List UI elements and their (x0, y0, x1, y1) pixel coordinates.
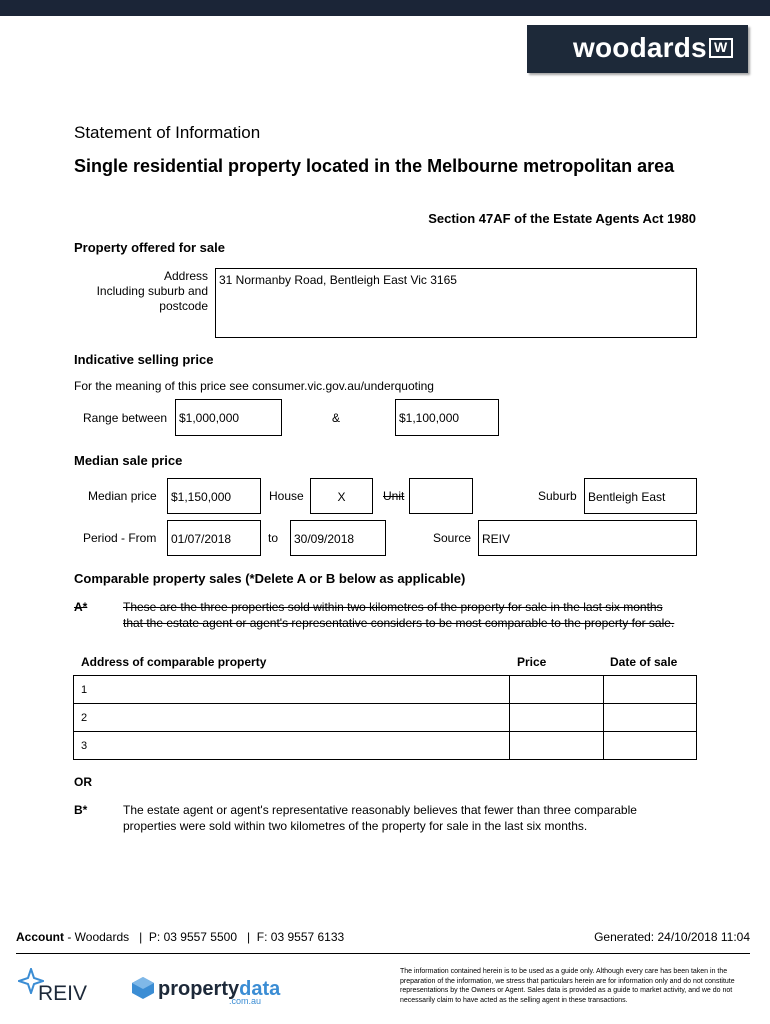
section-reference: Section 47AF of the Estate Agents Act 1980 (428, 211, 696, 226)
underquoting-note: For the meaning of this price see consumer.vic.gov.au/underquoting (74, 379, 434, 393)
suburb-field[interactable]: Bentleigh East (584, 478, 697, 514)
option-a-label: A* (74, 600, 88, 614)
house-label: House (269, 489, 304, 503)
period-from-field[interactable]: 01/07/2018 (167, 520, 261, 556)
row-date-cell[interactable] (604, 732, 697, 760)
logo-text: woodards (573, 32, 707, 63)
reiv-logo: REIV (16, 968, 96, 1006)
period-to-field[interactable]: 30/09/2018 (290, 520, 386, 556)
comparable-table (73, 675, 697, 760)
address-field[interactable]: 31 Normanby Road, Bentleigh East Vic 3165 (215, 268, 697, 338)
house-field[interactable]: X (310, 478, 373, 514)
col-price-header: Price (517, 655, 547, 669)
range-ampersand: & (332, 411, 341, 425)
or-label: OR (74, 775, 92, 789)
disclaimer: The information contained herein is to be used as a guide only. Although every care has been taken in the preparation of the information, we stress that particulars herein are for information only and do not constitute representations by the Owners or Agent. Sales data is provided as a guide to market activity, and we do not necessarily claim to have acted as the selling agent in these transactions. (400, 968, 735, 1004)
option-a-text: These are the three properties sold within two kilometres of the property for sale in the last six months that the estate agent or agent's representative considers to be most comparable to the property for sale. (123, 600, 675, 630)
row-date-cell[interactable] (604, 676, 697, 704)
comparable-heading: Comparable property sales (*Delete A or B below as applicable) (74, 571, 466, 586)
period-label: Period - From (83, 531, 157, 545)
propertydata-cube-icon (131, 976, 155, 1000)
top-bar (0, 0, 770, 16)
address-label: Address Including suburb and postcode (96, 269, 208, 313)
statement-heading: Statement of Information (74, 123, 261, 142)
col-date-header: Date of sale (610, 655, 678, 669)
suburb-label: Suburb (538, 489, 577, 503)
row-address-cell[interactable]: 2 (74, 704, 510, 732)
property-heading: Property offered for sale (74, 240, 225, 255)
period-to-label: to (268, 531, 279, 545)
table-row (74, 704, 697, 732)
range-label: Range between (83, 411, 168, 425)
account-line: Account - Woodards | P: 03 9557 5500 | F: 03 9557 6133 (16, 930, 345, 944)
indicative-heading: Indicative selling price (74, 352, 214, 367)
price-high-field[interactable]: $1,100,000 (395, 399, 499, 436)
propertydata-logo: propertydata .com.au (131, 972, 271, 1006)
footer-divider (16, 953, 750, 954)
option-b-text: The estate agent or agent's representative reasonably believes that fewer than three comparable properties were sold within two kilometres of the property for sale in the last six months. (123, 803, 637, 833)
col-address-header: Address of comparable property (81, 655, 267, 669)
row-date-cell[interactable] (604, 704, 697, 732)
row-address-cell[interactable]: 3 (74, 732, 510, 760)
median-price-field[interactable]: $1,150,000 (167, 478, 261, 514)
logo-mark-icon: W (709, 38, 733, 58)
row-address-cell[interactable]: 1 (74, 676, 510, 704)
unit-field[interactable] (409, 478, 473, 514)
table-row (74, 732, 697, 760)
source-label: Source (433, 531, 472, 545)
median-price-label: Median price (88, 489, 157, 503)
median-heading: Median sale price (74, 453, 183, 468)
row-price-cell[interactable] (510, 732, 604, 760)
unit-label: Unit (383, 489, 405, 503)
option-b-label: B* (74, 803, 88, 817)
page-title: Single residential property located in the Melbourne metropolitan area (74, 156, 675, 176)
row-price-cell[interactable] (510, 704, 604, 732)
generated-timestamp: Generated: 24/10/2018 11:04 (594, 930, 750, 944)
woodards-logo (527, 25, 748, 73)
price-low-field[interactable]: $1,000,000 (175, 399, 282, 436)
table-row (74, 676, 697, 704)
row-price-cell[interactable] (510, 676, 604, 704)
source-field[interactable]: REIV (478, 520, 697, 556)
